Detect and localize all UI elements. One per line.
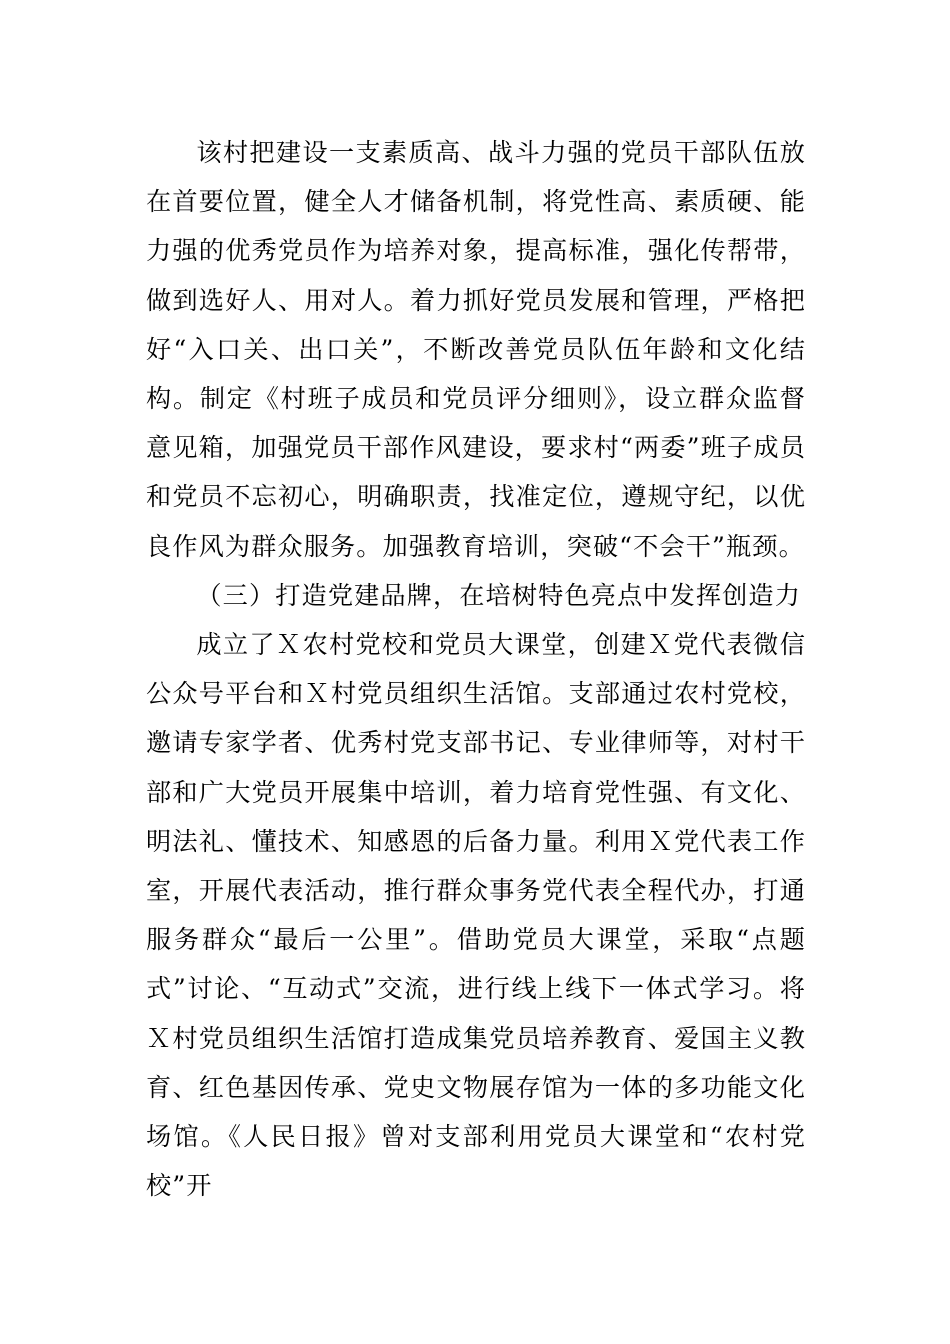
- section-heading: （三）打造党建品牌，在培树特色亮点中发挥创造力: [196, 580, 802, 610]
- document-body: [146, 128, 806, 1210]
- body-paragraph-1: 该村把建设一支素质高、战斗力强的党员干部队伍放在首要位置，健全人才储备机制，将党性高、素质硬、能力强的优秀党员作为培养对象，提高标准，强化传帮带，做到选好人、用对人。着力抓好党员发展和管理，严格把好“入口关、出口关”，不断改善党员队伍年龄和文化结构。制定《村班子成员和党员评分细则》，设立群众监督意见箱，加强党员干部作风建设，要求村“两委”班子成员和党员不忘初心，明确职责，找准定位，遵规守纪，以优良作风为群众服务。加强教育培训，突破“不会干”瓶颈。: [146, 138, 806, 561]
- body-paragraph-2: 成立了Ｘ农村党校和党员大课堂，创建Ｘ党代表微信公众号平台和Ｘ村党员组织生活馆。支部通过农村党校，邀请专家学者、优秀村党支部书记、专业律师等，对村干部和广大党员开展集中培训，着力培育党性强、有文化、明法礼、懂技术、知感恩的后备力量。利用Ｘ党代表工作室，开展代表活动，推行群众事务党代表全程代办，打通服务群众“最后一公里”。借助党员大课堂，采取“点题式”讨论、“互动式”交流，进行线上线下一体式学习。将Ｘ村党员组织生活馆打造成集党员培养教育、爱国主义教育、红色基因传承、党史文物展存馆为一体的多功能文化场馆。《人民日报》曾对支部利用党员大课堂和“农村党校”开: [146, 630, 806, 1201]
